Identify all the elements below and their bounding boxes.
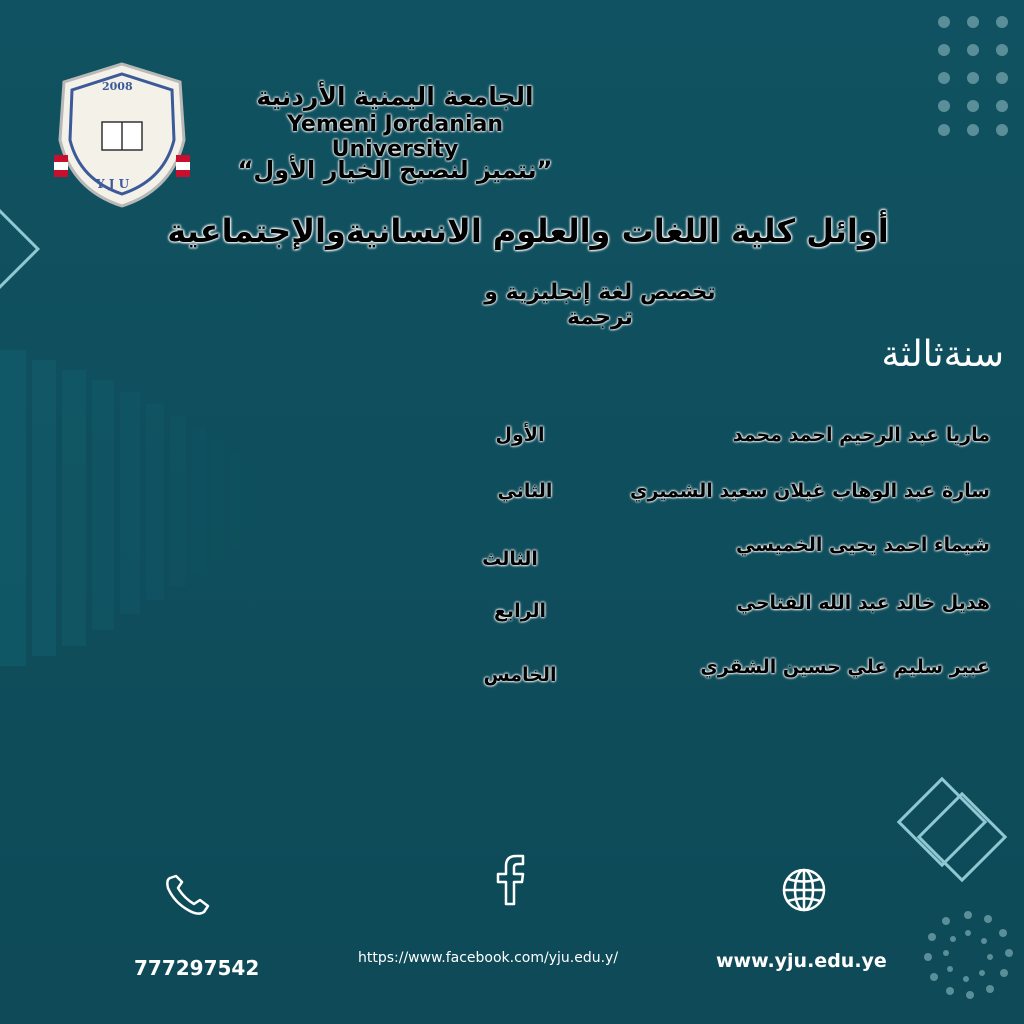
rank-place: الثالث: [482, 548, 538, 570]
academic-year: سنةثالثة: [881, 334, 1004, 375]
student-name: ماريا عبد الرحيم احمد محمد: [732, 424, 990, 446]
student-name: عبير سليم علي حسين الشقري: [700, 656, 990, 678]
facebook-icon: [494, 852, 528, 908]
website-link[interactable]: www.yju.edu.ye: [716, 950, 887, 972]
university-motto: “نتميز لنصبح الخيار الأول”: [237, 156, 553, 184]
major-title: تخصص لغة إنجليزية و ترجمة: [484, 280, 716, 330]
student-name: سارة عبد الوهاب غيلان سعيد الشميري: [630, 480, 990, 502]
ranking-row: [480, 534, 990, 570]
facebook-link[interactable]: https://www.facebook.com/yju.edu.y/: [358, 950, 619, 966]
phone-number[interactable]: 777297542: [134, 956, 260, 980]
university-name-arabic: الجامعة اليمنية الأردنية: [256, 82, 534, 111]
rank-place: الثاني: [497, 480, 553, 502]
faculty-title: أوائل كلية اللغات والعلوم الانسانيةوالإجتماعية: [167, 212, 889, 250]
dot-ring-decoration: [918, 905, 1018, 1005]
ranking-row: [480, 424, 990, 460]
svg-text:2008: 2008: [102, 80, 133, 93]
student-name: شيماء احمد يحيى الخميسي: [736, 534, 990, 556]
ranking-row: [480, 592, 990, 628]
svg-text:Y J U: Y J U: [96, 177, 130, 191]
rank-place: الخامس: [483, 664, 557, 686]
rank-place: الرابع: [493, 600, 547, 622]
rank-place: الأول: [495, 424, 545, 446]
globe-icon: [780, 866, 828, 914]
phone-icon: [162, 874, 214, 918]
ranking-row: [480, 656, 990, 692]
university-logo: [52, 60, 192, 210]
student-name: هديل خالد عبد الله الفتاحي: [736, 592, 990, 614]
ranking-row: [480, 480, 990, 516]
university-name-english: Yemeni Jordanian University: [287, 112, 503, 162]
